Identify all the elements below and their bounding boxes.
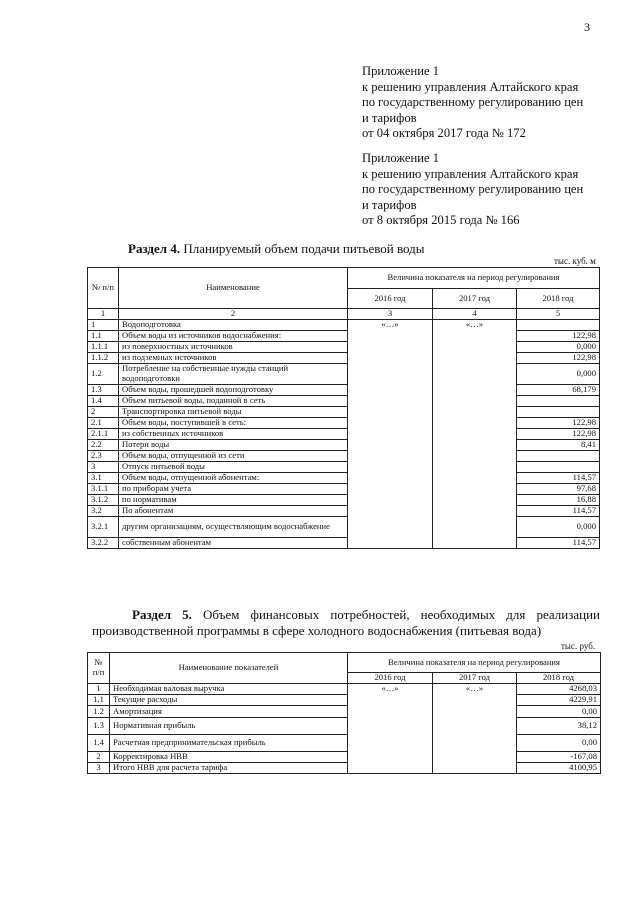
value-2018: 4229,91 [517,695,601,706]
appendix-line: Приложение 1 [362,151,440,165]
row-name: собственным абонентам [119,538,348,549]
value-2018: 68,179 [517,385,600,396]
row-num: 3.2.2 [88,538,119,549]
value-2018: 0,000 [517,342,600,353]
table-row [88,763,601,774]
table-row [88,718,601,735]
header-2017: 2017 год [433,289,517,309]
value-2018: 122,98 [517,353,600,364]
value-2018: 0,000 [517,364,600,385]
table-row [88,440,600,451]
row-num: 1.1.1 [88,342,119,353]
row-name: Корректировка НВВ [110,752,348,763]
table-row [88,473,600,484]
section4-table-body [88,320,600,549]
col-number: 4 [433,309,517,320]
value-2018: -167,08 [517,752,601,763]
row-name: по приборам учета [119,484,348,495]
section4-title [128,240,425,257]
row-name: По абонентам [119,506,348,517]
header-2016: 2016 год [348,673,433,684]
col-number: 3 [348,309,433,320]
section4-title-bold: Раздел 4. [128,241,181,256]
section4-table [87,267,600,549]
row-num: 3.2 [88,506,119,517]
table-row [88,320,600,331]
value-2018 [517,462,600,473]
table-row [88,364,600,385]
section5-title-bold: Раздел 5. [132,607,192,622]
table-row [88,418,600,429]
value-2018: 0,000 [517,517,600,538]
appendix-line: к решению управления Алтайского края [362,166,579,181]
table-row [88,396,600,407]
row-num: 3 [88,462,119,473]
value-2017-merged: «…» [433,320,517,549]
row-name: другим организациям, осуществляющим водоснабжение [119,517,348,538]
value-2018 [517,320,600,331]
row-name: Объем воды, поступившей в сеть: [119,418,348,429]
section5-table [87,652,601,774]
table-row [88,538,600,549]
table-row [88,517,600,538]
table-row [88,342,600,353]
row-num: 1.3 [88,385,119,396]
section5-table-body [88,684,601,774]
row-name: по нормативам [119,495,348,506]
section5-title-text: Объем финансовых потребностей, необходимых для реализации производственной программы в сфере холодного водоснабжения (питьевая вода) [92,607,601,638]
row-num: 2.3 [88,451,119,462]
appendix-line: и тарифов [362,197,417,212]
value-2018: 114,57 [517,473,600,484]
value-2018: 4100,95 [517,763,601,774]
section4-title-text: Планируемый объем подачи питьевой воды [180,241,425,256]
section5-title [92,607,600,639]
appendix-line: от 04 октября 2017 года № 172 [362,126,526,141]
row-num: 2 [88,752,110,763]
table-row [88,506,600,517]
appendix-block-2 [362,151,583,229]
row-name: из поверхностных источников [119,342,348,353]
row-name: из собственных источников [119,429,348,440]
row-num: 1.4 [88,735,110,752]
row-name: Нормативная прибыль [110,718,348,735]
appendix-line: и тарифов [362,110,417,125]
appendix-block-1 [362,64,583,142]
row-num: 1 [88,684,110,695]
row-name: Отпуск питьевой воды [119,462,348,473]
section5-units: тыс. руб. [561,641,596,651]
header-period: Величина показателя на период регулирования [348,653,601,673]
header-2018: 2018 год [517,289,600,309]
row-name: Итого НВВ для расчета тарифа [110,763,348,774]
value-2018: 16,88 [517,495,600,506]
value-2018 [517,396,600,407]
header-num: № п/п [88,268,119,309]
table-row [88,484,600,495]
row-name: из подземных источников [119,353,348,364]
row-name: Объем воды из источников водоснабжения: [119,331,348,342]
row-name: Текущие расходы [110,695,348,706]
col-number: 5 [517,309,600,320]
row-name: Необходимая валовая выручка [110,684,348,695]
value-2018: 114,57 [517,538,600,549]
row-num: 2.2 [88,440,119,451]
row-name: Потребление на собственные нужды станций водоподготовки [119,364,348,385]
value-2018: 122,98 [517,429,600,440]
value-2016-merged: «…» [348,684,433,774]
value-2018: 38,12 [517,718,601,735]
value-2018: 122,98 [517,418,600,429]
header-period: Величина показателя на период регулирования [348,268,600,289]
row-num: 1.2 [88,706,110,718]
row-name: Объем воды, отпущенной из сети [119,451,348,462]
table-row [88,752,601,763]
row-num: 1.1.2 [88,353,119,364]
col-number: 2 [119,309,348,320]
row-name: Транспортировка питьевой воды [119,407,348,418]
row-num: 1.4 [88,396,119,407]
value-2018: 8,41 [517,440,600,451]
row-num: 2.1.1 [88,429,119,440]
row-num: 1.1 [88,695,110,706]
value-2018: 97,68 [517,484,600,495]
row-name: Амортизация [110,706,348,718]
row-num: 1.1 [88,331,119,342]
appendix-line: Приложение 1 [362,64,440,78]
table-row [88,684,601,695]
table-row [88,385,600,396]
appendix-line: к решению управления Алтайского края [362,79,579,94]
table-row [88,429,600,440]
header-name: Наименование [119,268,348,309]
header-name: Наименование показателей [110,653,348,684]
table-row [88,706,601,718]
table-row [88,695,601,706]
row-num: 3.2.1 [88,517,119,538]
row-num: 1 [88,320,119,331]
header-num: № п/п [88,653,110,684]
row-num: 3.1.2 [88,495,119,506]
section4-units: тыс. куб. м [554,256,596,266]
table-row [88,451,600,462]
appendix-line: по государственному регулированию цен [362,182,584,197]
table-row [88,735,601,752]
table-row [88,331,600,342]
value-2016-merged: «…» [348,320,433,549]
row-name: Объем питьевой воды, поданной в сеть [119,396,348,407]
row-name: Водоподготовка [119,320,348,331]
value-2018 [517,407,600,418]
table-row [88,407,600,418]
col-number: 1 [88,309,119,320]
row-num: 3 [88,763,110,774]
row-name: Объем воды, отпущенной абонентам: [119,473,348,484]
header-2017: 2017 год [433,673,517,684]
value-2018: 0,00 [517,735,601,752]
value-2018 [517,451,600,462]
value-2018: 0,00 [517,706,601,718]
row-num: 3.1 [88,473,119,484]
value-2018: 4268,03 [517,684,601,695]
page-number: 3 [584,20,590,34]
row-num: 2.1 [88,418,119,429]
value-2017-merged: «…» [433,684,517,774]
table-row [88,462,600,473]
row-name: Потери воды [119,440,348,451]
appendix-line: от 8 октября 2015 года № 166 [362,213,520,228]
value-2018: 114,57 [517,506,600,517]
row-num: 3.1.1 [88,484,119,495]
row-num: 1.3 [88,718,110,735]
row-num: 2 [88,407,119,418]
header-2016: 2016 год [348,289,433,309]
header-2018: 2018 год [517,673,601,684]
table-row [88,353,600,364]
table-row [88,495,600,506]
row-name: Объем воды, прошедшей водоподготовку [119,385,348,396]
row-name: Расчетная предпринимательская прибыль [110,735,348,752]
value-2018: 122,98 [517,331,600,342]
appendix-line: по государственному регулированию цен [362,95,584,110]
row-num: 1.2 [88,364,119,385]
